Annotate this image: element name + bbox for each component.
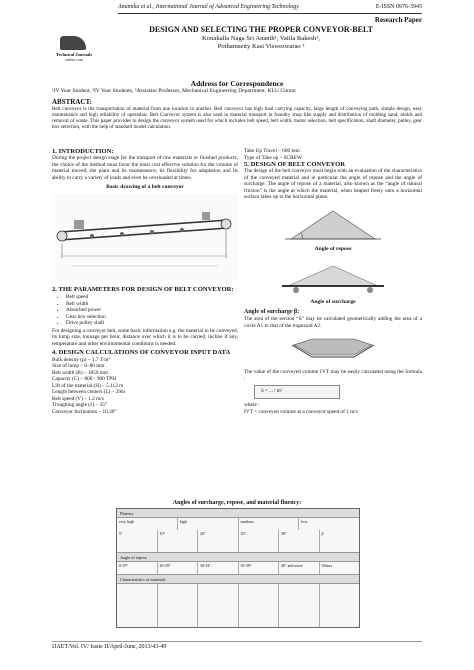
running-header [118,4,422,10]
fluency-row [117,518,359,530]
calc-heading: 4. DESIGN CALCULATIONS OF CONVEYOR INPUT DATA [52,349,231,357]
fluency-cell: low [301,519,308,524]
surcharge-cell: 20° [198,530,239,552]
figure-belt-caption: Basic drawing of a belt conveyor [106,184,184,191]
characteristics-cell [117,584,158,627]
params-heading: 2. THE PARAMETERS FOR DESIGN OF BELT CONVEYOR: [52,285,234,293]
where-label: where : [244,402,260,409]
spec-line: Belt width (B) – 1850 mm [52,369,109,376]
params-list [66,294,238,327]
surcharge-cell: β [321,531,324,536]
address-text: ¹IV Year Student, ²IV Year Students, ³Assistant Professor, Mechanical Engineering Department, KLU Guntur [52,88,297,94]
intro-text: During the project design stage for the transport of raw materials or finished products, the choice of the method must favor the most cost effective solution for the volume of material moved; the plant and its maintenance; its flexibility for adaptation and its ability to carry a variety of loads and even be overloaded at times. [52,155,238,181]
surcharge-row [117,530,359,553]
fluency-table [116,508,360,628]
header-rule [118,13,422,14]
right-column [244,148,422,415]
param-item: • Drive pulley shaft [66,320,238,327]
logo-mark-icon [60,36,86,50]
spec-line: Bulk density (ρ) – 1.7 T/m³ [52,356,110,363]
belt-section-figure [288,333,378,361]
authors-line-2: Pothamsetty Kasi Visweswarao ³ [217,43,305,50]
header-citation: Anamika et al., International Journal of Advanced Engineering Technology [118,4,299,10]
abstract-heading: ABSTRACT: [52,98,92,106]
repose-row [117,562,359,575]
surcharge-text: The area of the section “S” may be calculated geometrically adding the area of a circle A1 to that of the trapezoid A2. [244,316,422,329]
footer-rule [52,641,422,642]
repose-cell: 0-19° [117,562,158,574]
characteristics-cell [320,584,360,627]
param-item: • Gear box selection [66,314,238,321]
characteristics-row [117,584,359,627]
surcharge-cell: 5° [117,530,158,552]
repose-cell: 30-34° [198,562,239,574]
authors [100,35,422,51]
spec-line: Belt speed (V) – 1.2 m/s [52,395,104,402]
paper-type: Research Paper [374,16,422,24]
characteristics-cell [198,584,239,627]
spec-line: Troughing angle (λ) – 35° [52,402,108,409]
table-title: Angles of surcharge, repose, and material fluency: [172,500,302,506]
repose-caption: Angle of repose [314,245,352,252]
surcharge-cell: 10° [158,530,199,552]
characteristics-cell [239,584,280,627]
left-column [52,148,238,415]
fluency-cell: very high [117,518,178,530]
characteristics-label: Characteristics of materials [117,575,359,584]
characteristics-cell [279,584,320,627]
page-footer: IJAET/Vol. IV/ Issue II/April-June, 2013/43-49 [52,644,167,650]
belt-design-text: The design of the belt conveyor must begin with an evaluation of the characteristics of the conveyed material and in particular the angle of repose and the angle of surcharge. The angle of repose of a material, also known as the “angle of natural friction” is the angle at which the material, when heaped freely onto a horizontal surface takes up to the horizontal plane. [244,168,422,201]
characteristics-cell [158,584,199,627]
take-up-travel: Take Up Travel – 600 mm [244,148,300,154]
angle-of-repose-figure [283,205,383,243]
header-issn: E-ISSN 0976-3945 [375,4,422,10]
surcharge-caption: Angle of surcharge [310,299,356,306]
ivt-definition: IVT = conveyed volume at a conveyor speed of 1 m/s [244,408,358,415]
volume-text: The value of the conveyed volume 1VT may be easily calculated using the formula : [244,369,422,382]
journal-logo [54,36,94,80]
fluency-label: Fluency [117,509,359,518]
formula-box: S = ... / m² [254,385,340,399]
repose-label: Angle of repose [117,553,359,562]
abstract-text: Belt conveyor is the transportation of material from one location to another. Belt conveyor has high load carrying capacity, large length of conveying path, simple design, easy maintenance and high reliability of operation. Belt Conveyor system is also used in material transport in foundry shop like supply and distribution of molding sand, molds and removal of waste. This paper provides to design the conveyor system used for which includes belt speed, belt width, motor selection, belt specification, shaft diameter, pulley, gear box selection, with the help of standard model calculation. [52,106,422,131]
angle-of-surcharge-figure [278,256,388,296]
param-item: • Belt width [66,301,238,308]
param-item: • Absorbed power [66,307,238,314]
fluency-cell: high [178,518,239,530]
spec-line: Capacity (C) – 800 - 900 TPH [52,376,117,383]
spec-line: Length between centers (L) – 29m [52,389,126,396]
repose-cell: Others [321,563,333,568]
input-data-list [52,357,238,416]
spec-line: Conveyor Inclination – 10.36° [52,408,117,415]
surcharge-cell: 25° [239,530,280,552]
belt-design-heading: 5. DESIGN OF BELT CONVEYOR [244,161,346,168]
belt-conveyor-drawing [52,194,238,280]
params-text: For designing a conveyor belt, some basic information e.g. the material to be conveyed, its lump size, tonnage per hour, distance over which it is to be carried, incline if any, temperature and other environmental conditions is needed. [52,327,238,347]
surcharge-heading: Angle of surcharge β: [244,308,300,315]
logo-name: Technical Journals [55,52,93,57]
fluency-cell: medium [239,518,300,530]
take-up-type: Type of Take up – SCREW [244,154,302,161]
param-item: • Belt speed [66,294,238,301]
repose-cell: 35-39° [239,562,280,574]
spec-line: Lift of the material (H) – 5.112 m [52,382,124,389]
spec-line: Size of lump – 0–80 mm [52,363,105,370]
repose-cell: 40° and more [279,562,320,574]
paper-title: DESIGN AND SELECTING THE PROPER CONVEYOR-BELT [149,25,373,34]
address-heading: Address for Correspondence [190,79,284,88]
logo-tagline: online.com [65,57,83,62]
surcharge-cell: 30° [279,530,320,552]
intro-heading: 1. INTRODUCTION: [52,148,114,155]
authors-line-1: Konakalla Naga Sri Ananth¹, Vaitla Rakesh², [202,35,320,42]
repose-cell: 20-29° [158,562,199,574]
